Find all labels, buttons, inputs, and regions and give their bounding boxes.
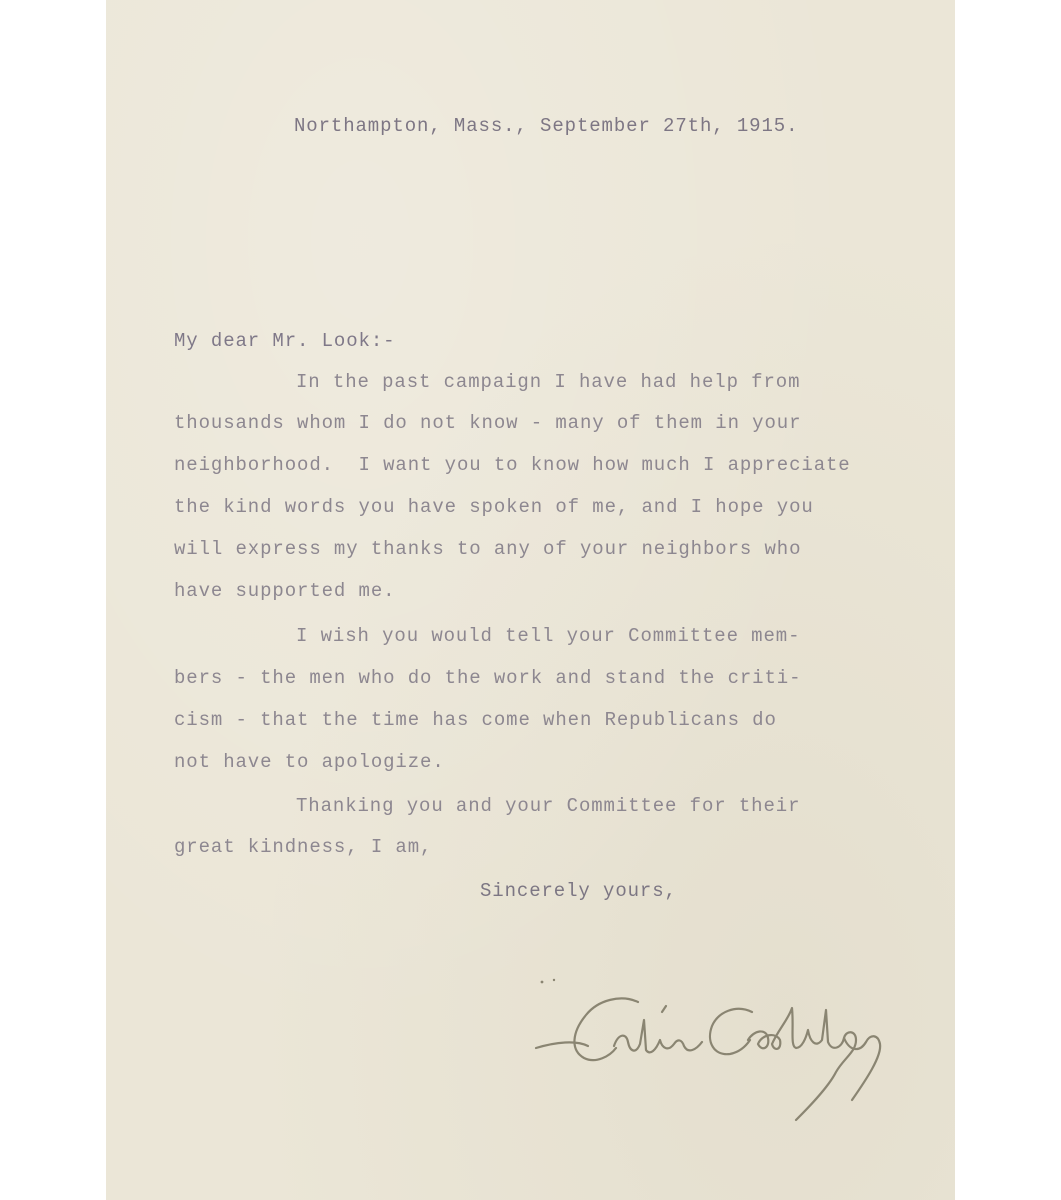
paragraph-1-line-6: have supported me. <box>174 580 396 602</box>
paragraph-1-line-4: the kind words you have spoken of me, and I hope you <box>174 496 814 518</box>
paragraph-3-line-1: Thanking you and your Committee for their <box>296 795 801 817</box>
dateline: Northampton, Mass., September 27th, 1915. <box>294 115 799 137</box>
closing: Sincerely yours, <box>480 880 677 902</box>
letter-sheet <box>106 0 955 1200</box>
signature-icon <box>526 960 946 1140</box>
paragraph-2-line-4: not have to apologize. <box>174 751 445 773</box>
paragraph-1-line-5: will express my thanks to any of your neighbors who <box>174 538 802 560</box>
signature <box>526 960 946 1140</box>
paragraph-1-line-1: In the past campaign I have had help from <box>296 371 801 393</box>
paragraph-1-line-3: neighborhood. I want you to know how much I appreciate <box>174 454 851 476</box>
paragraph-2-line-3: cism - that the time has come when Republicans do <box>174 709 777 731</box>
paragraph-1-line-2: thousands whom I do not know - many of them in your <box>174 412 802 434</box>
paragraph-2-line-2: bers - the men who do the work and stand the criti- <box>174 667 802 689</box>
paragraph-3-line-2: great kindness, I am, <box>174 836 433 858</box>
paragraph-2-line-1: I wish you would tell your Committee mem- <box>296 625 801 647</box>
salutation: My dear Mr. Look:- <box>174 330 396 352</box>
